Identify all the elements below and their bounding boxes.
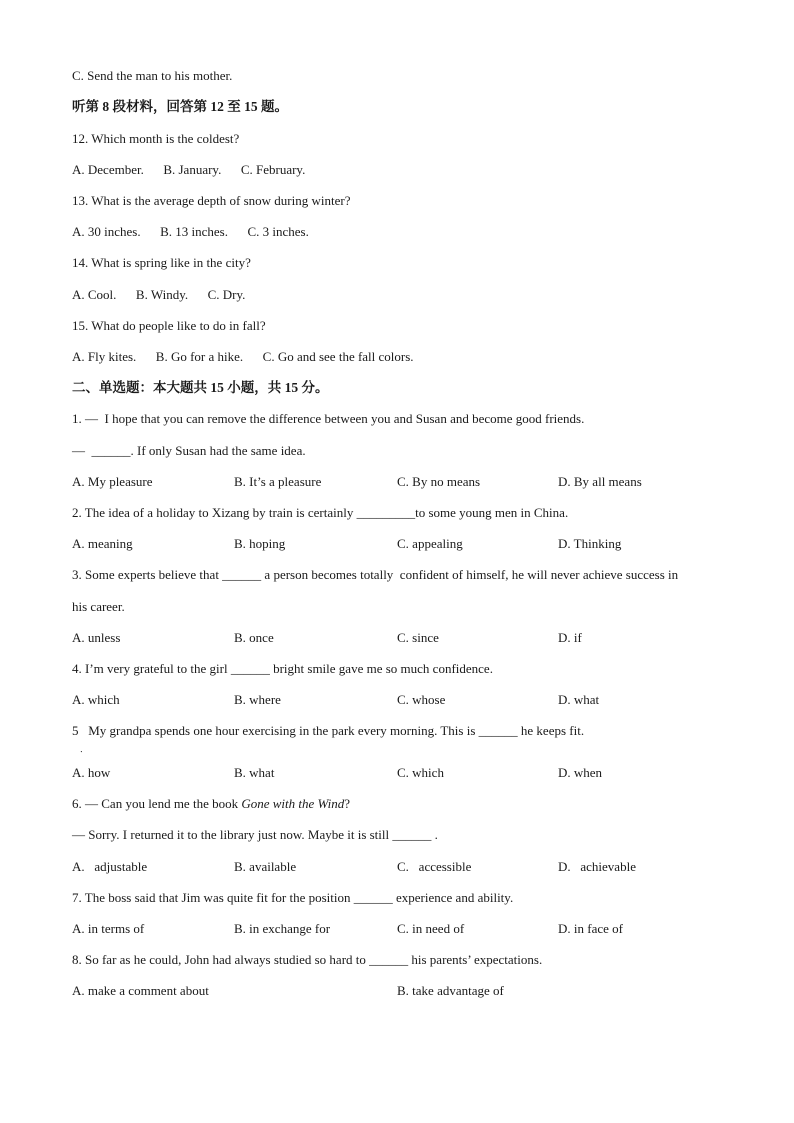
mc-question-6 [72, 796, 350, 812]
option-c: C. accessible [397, 859, 472, 874]
book-title: Gone with the Wind [241, 796, 345, 811]
option-b: B. in exchange for [234, 921, 331, 936]
option-b: B. available [234, 859, 297, 874]
question-14-options: A. Cool. B. Windy. C. Dry. [72, 287, 246, 302]
option-b: B. what [234, 765, 275, 780]
mc-question-7: 7. The boss said that Jim was quite fit for the position ______ experience and ability. [72, 890, 514, 905]
option-a: A. My pleasure [72, 474, 153, 489]
option-c: C. in need of [397, 921, 465, 936]
option-d: D. what [558, 692, 600, 707]
mc-question-6-reply: — Sorry. I returned it to the library just now. Maybe it is still ______ . [72, 827, 438, 842]
option-a: A. unless [72, 630, 121, 645]
mc-question-1-reply: — ______. If only Susan had the same idea. [72, 443, 306, 458]
option-a: A. adjustable [72, 859, 148, 874]
question-15: 15. What do people like to do in fall? [72, 318, 266, 333]
option-b: B. once [234, 630, 274, 645]
mc-question-5: 5 My grandpa spends one hour exercising in the park every morning. This is ______ he keeps fit. [72, 723, 585, 738]
mc-question-2: 2. The idea of a holiday to Xizang by train is certainly _________to some young men in China. [72, 505, 569, 520]
question-14: 14. What is spring like in the city? [72, 255, 251, 270]
option-b: B. hoping [234, 536, 286, 551]
question-12-options: A. December. B. January. C. February. [72, 162, 306, 177]
section-instruction-8: 听第 8 段材料，回答第 12 至 15 题。 [72, 99, 288, 114]
option-c: C. since [397, 630, 439, 645]
option-a: A. which [72, 692, 120, 707]
question-6-text: 6. — Can you lend me the book [72, 796, 242, 811]
option-d: D. achievable [558, 859, 636, 874]
option-a: A. meaning [72, 536, 133, 551]
question-12: 12. Which month is the coldest? [72, 131, 240, 146]
question-mark: ? [344, 796, 351, 811]
option-d: D. Thinking [558, 536, 622, 551]
option-a: A. make a comment about [72, 983, 209, 998]
option-a: A. how [72, 765, 111, 780]
option-d: D. By all means [558, 474, 642, 489]
stray-dot: ． [80, 744, 90, 754]
mc-question-1: 1. — I hope that you can remove the difference between you and Susan and become good friends. [72, 411, 585, 426]
option-d: D. if [558, 630, 582, 645]
option-d: D. in face of [558, 921, 623, 936]
mc-question-8: 8. So far as he could, John had always studied so hard to ______ his parents’ expectations. [72, 952, 543, 967]
option-b: B. It’s a pleasure [234, 474, 322, 489]
mc-question-3: 3. Some experts believe that ______ a person becomes totally confident of himself, he will never achieve success in [72, 567, 679, 582]
option-d: D. when [558, 765, 603, 780]
option-c: C. which [397, 765, 444, 780]
option-c: C. whose [397, 692, 446, 707]
option-a: A. in terms of [72, 921, 145, 936]
option-c: C. appealing [397, 536, 463, 551]
option-c: C. By no means [397, 474, 481, 489]
question-13: 13. What is the average depth of snow during winter? [72, 193, 351, 208]
option-b: B. take advantage of [397, 983, 504, 998]
previous-option-c: C. Send the man to his mother. [72, 68, 233, 83]
mc-question-4: 4. I’m very grateful to the girl ______ bright smile gave me so much confidence. [72, 661, 493, 676]
question-15-options: A. Fly kites. B. Go for a hike. C. Go and see the fall colors. [72, 349, 414, 364]
mc-question-3-cont: his career. [72, 599, 125, 614]
question-13-options: A. 30 inches. B. 13 inches. C. 3 inches. [72, 224, 309, 239]
section-heading-2: 二、单选题：本大题共 15 小题，共 15 分。 [72, 380, 329, 395]
option-b: B. where [234, 692, 281, 707]
